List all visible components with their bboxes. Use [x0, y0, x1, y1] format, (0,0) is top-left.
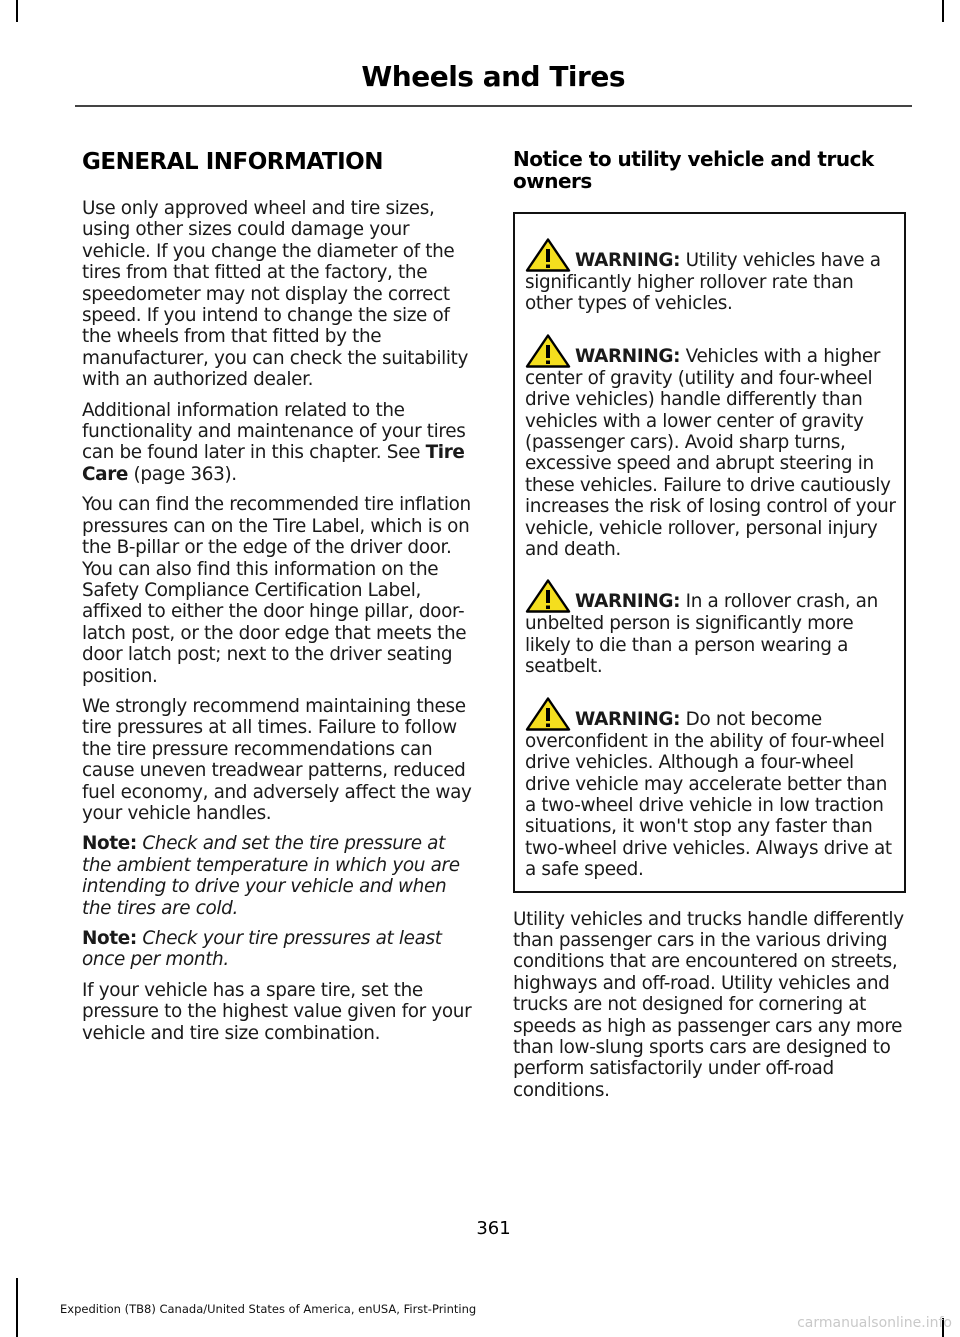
warning-triangle-icon: [525, 697, 571, 731]
paragraph: Utility vehicles and trucks handle differently than passenger cars in the various driving conditions that are encountered on streets, highways and off-road. Utility vehicles and trucks are not designed for cornering at speeds as high as passenger cars any more than low-slung sports cars are designed to perform satisfactorily under off-road conditions.: [513, 908, 904, 1101]
warning-triangle-icon: [525, 334, 571, 368]
crop-mark-bottom-left: [16, 1278, 18, 1337]
warning-text: Utility vehicles have a significantly higher rollover rate than other types of vehicles.: [525, 250, 881, 315]
warning-box: [513, 212, 906, 893]
warning-label: WARNING:: [575, 345, 681, 367]
warning-label: WARNING:: [575, 591, 681, 613]
warning-label: WARNING:: [575, 250, 681, 271]
note: [82, 833, 474, 919]
warning-item: [525, 334, 898, 561]
edition-footer: Expedition (TB8) Canada/United States of America, enUSA, First-Printing: [60, 1302, 477, 1316]
paragraph: Use only approved wheel and tire sizes, using other sizes could damage your vehicle. If you change the diameter of the tires from that fitted at the factory, the speedometer may not display the correct speed. If you intend to change the size of the wheels from that fitted by the manufacturer, you can check the suitability with an authorized dealer.: [82, 198, 469, 391]
note-label: Note:: [82, 833, 137, 855]
note: [82, 928, 474, 971]
crop-mark-top-left: [16, 0, 18, 22]
left-column: [82, 148, 474, 1053]
paragraph-text: Additional information related to the functionality and maintenance of your tires can be found later in this chapter. See: [82, 399, 466, 464]
warning-triangle-icon: [525, 238, 571, 272]
page-title: Wheels and Tires: [361, 60, 625, 93]
note-label: Note:: [82, 928, 137, 949]
warning-item: [525, 238, 898, 315]
paragraph: If your vehicle has a spare tire, set the pressure to the highest value given for your vehicle and tire size combination.: [82, 979, 472, 1044]
right-column: [513, 148, 906, 1110]
subsection-heading: Notice to utility vehicle and truck owners: [513, 147, 874, 193]
note-text: Check and set the tire pressure at the ambient temperature in which you are intending to drive your vehicle and when the tires are cold.: [82, 833, 460, 919]
section-heading: GENERAL INFORMATION: [82, 149, 383, 175]
warning-label: WARNING:: [575, 708, 681, 730]
paragraph: We strongly recommend maintaining these tire pressures at all times. Failure to follow the tire pressure recommendations can cause uneven treadwear patterns, reduced fuel economy, and adversely affect the way your vehicle handles.: [82, 695, 472, 824]
warning-item: [525, 579, 898, 677]
tire-care-link[interactable]: Tire Care: [82, 442, 465, 485]
paragraph: You can find the recommended tire inflation pressures can on the Tire Label, which is on the B-pillar or the edge of the driver door. You can also find this information on the Safety Compliance Certification Label, affixed to either the door hinge pillar, door-latch post, or the door edge that meets the door latch post; next to the driver seating position.: [82, 494, 471, 687]
warning-triangle-icon: [525, 579, 571, 613]
warning-text: Vehicles with a higher center of gravity (utility and four-wheel drive vehicles) handle differently than vehicles with a lower center of gravity (passenger cars). Avoid sharp turns, excessive speed and abrupt steering in these vehicles. Failure to drive cautiously increases the risk of losing control of your vehicle, vehicle rollover, personal injury and death.: [525, 345, 896, 561]
warning-text: In a rollover crash, an unbelted person is significantly more likely to die than a person wearing a seatbelt.: [525, 591, 878, 678]
paragraph-with-link: [82, 400, 474, 486]
page-number: 361: [476, 1218, 511, 1239]
crop-mark-top-right: [942, 0, 944, 22]
warning-item: [525, 697, 898, 881]
watermark: carmanualsonline.info: [797, 1315, 952, 1331]
warning-text: Do not become overconfident in the ability of four-wheel drive vehicles. Although a four-wheel drive vehicle may accelerate better than a two-wheel drive vehicle in low traction situations, it won't stop any faster than two-wheel drive vehicles. Always drive at a safe speed.: [525, 708, 892, 881]
header-divider: [75, 105, 912, 107]
page-reference: (page 363).: [128, 463, 237, 485]
note-text: Check your tire pressures at least once per month.: [82, 928, 442, 971]
